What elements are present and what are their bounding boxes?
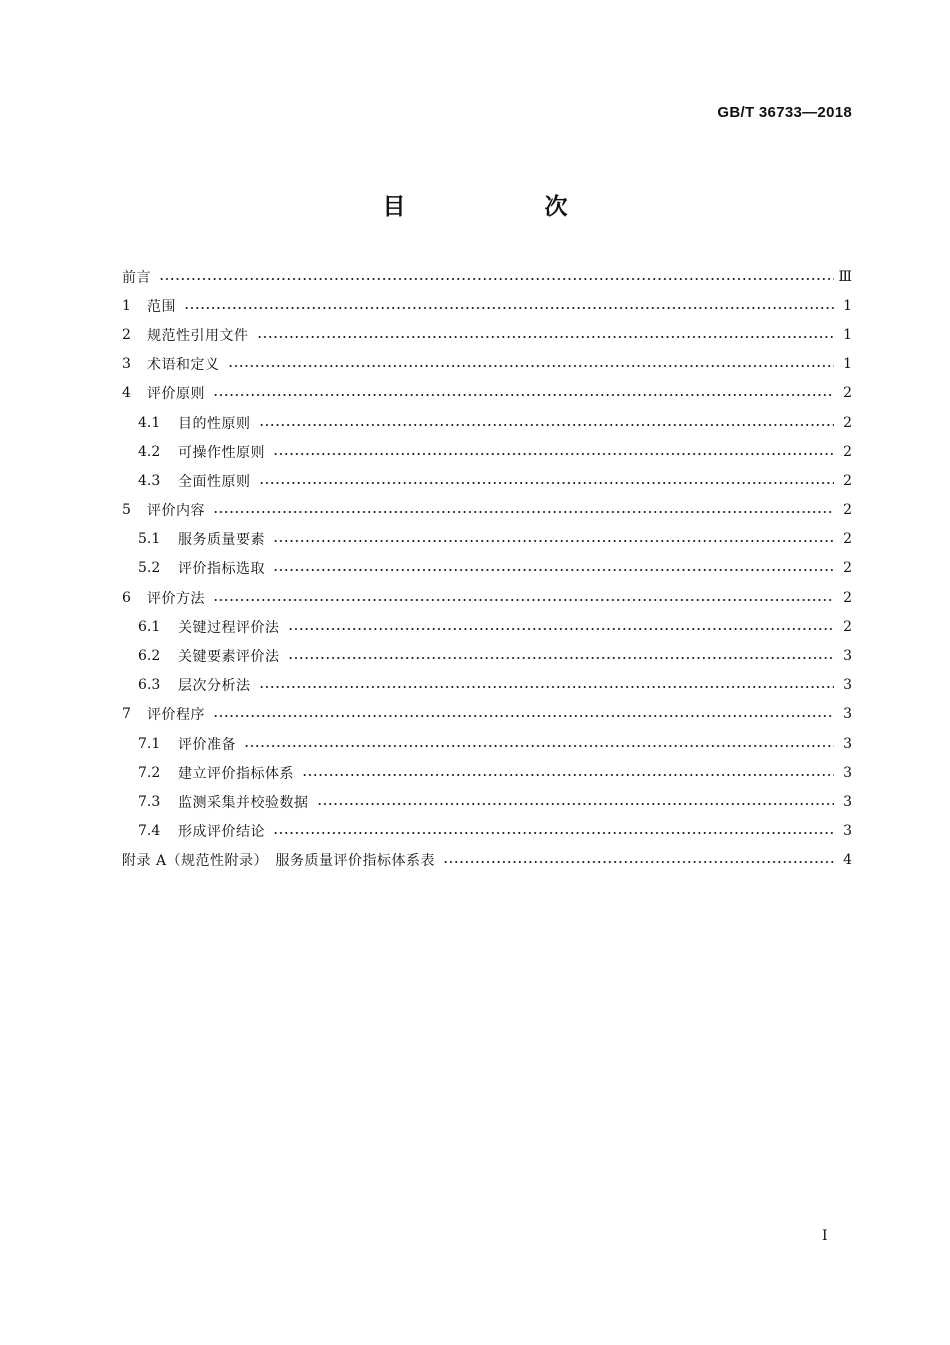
toc-entry-number: 5 (122, 502, 131, 519)
toc-entry-label: 评价程序 (147, 707, 205, 724)
toc-entry-page: 2 (843, 472, 852, 489)
toc-entry-label: 附录 A（规范性附录） 服务质量评价指标体系表 (122, 853, 436, 870)
toc-entry-label: 关键要素评价法 (178, 649, 280, 666)
toc-entry-number: 2 (122, 326, 131, 343)
toc-entry-number: 6 (122, 589, 131, 606)
toc-entry-label: 评价方法 (147, 590, 205, 607)
toc-entry-label: 监测采集并校验数据 (178, 794, 309, 811)
toc-entry[interactable] (122, 350, 852, 379)
toc-entry-page: 2 (843, 414, 852, 431)
toc-entry[interactable] (122, 846, 852, 875)
dot-leader (273, 832, 834, 834)
table-of-contents (122, 262, 852, 875)
toc-entry-number: 3 (122, 356, 131, 373)
toc-entry-label: 形成评价结论 (178, 824, 265, 841)
toc-entry-number: 4.2 (138, 443, 161, 460)
toc-entry-number: 1 (122, 297, 131, 314)
dot-leader (244, 745, 834, 747)
toc-entry-page: 4 (843, 852, 852, 869)
toc-entry-number: 7.4 (138, 823, 161, 840)
toc-entry-page: 3 (843, 735, 852, 752)
toc-entry-label: 术语和定义 (147, 357, 220, 374)
dot-leader (228, 365, 835, 367)
toc-entry[interactable] (122, 320, 852, 349)
toc-entry-number: 7.3 (138, 793, 161, 810)
dot-leader (273, 453, 834, 455)
toc-entry-page: 3 (843, 793, 852, 810)
toc-entry[interactable] (122, 758, 852, 787)
toc-entry[interactable] (122, 700, 852, 729)
toc-entry-page: 2 (843, 385, 852, 402)
toc-entry-label: 评价原则 (147, 386, 205, 403)
toc-entry-label: 可操作性原则 (178, 444, 265, 461)
dot-leader (288, 657, 835, 659)
toc-entry-page: 2 (843, 618, 852, 635)
toc-entry[interactable] (122, 583, 852, 612)
dot-leader (259, 686, 835, 688)
toc-entry-number: 4 (122, 385, 131, 402)
toc-entry-page: 2 (843, 531, 852, 548)
dot-leader (288, 628, 835, 630)
dot-leader (257, 336, 835, 338)
toc-entry[interactable] (122, 437, 852, 466)
toc-entry-number: 6.2 (138, 648, 161, 665)
dot-leader (213, 511, 834, 513)
dot-leader (273, 569, 834, 571)
toc-entry[interactable] (122, 671, 852, 700)
toc-entry[interactable] (122, 291, 852, 320)
dot-leader (443, 861, 834, 863)
toc-entry-label: 规范性引用文件 (147, 327, 249, 344)
toc-entry-number: 5.2 (138, 560, 161, 577)
dot-leader (259, 424, 835, 426)
toc-entry-number: 6.3 (138, 677, 161, 694)
toc-entry-page: 2 (843, 443, 852, 460)
toc-entry-page: Ⅲ (838, 268, 852, 285)
toc-entry-page: 3 (843, 764, 852, 781)
dot-leader (213, 715, 834, 717)
toc-entry-label: 关键过程评价法 (178, 619, 280, 636)
toc-entry-label: 前言 (122, 269, 151, 286)
toc-entry-page: 2 (843, 560, 852, 577)
toc-title: 目 次 (382, 194, 626, 220)
standard-code: GB/T 36733—2018 (717, 104, 852, 121)
toc-entry[interactable] (122, 379, 852, 408)
toc-entry[interactable] (122, 466, 852, 495)
toc-entry[interactable] (122, 817, 852, 846)
toc-entry-page: 3 (843, 706, 852, 723)
toc-entry-label: 层次分析法 (178, 678, 251, 695)
toc-entry-label: 目的性原则 (178, 415, 251, 432)
toc-entry-label: 服务质量要素 (178, 532, 265, 549)
toc-entry[interactable] (122, 408, 852, 437)
toc-entry-number: 7.1 (138, 735, 161, 752)
toc-entry-page: 2 (843, 502, 852, 519)
toc-entry[interactable] (122, 787, 852, 816)
toc-entry[interactable] (122, 554, 852, 583)
toc-entry-label: 评价准备 (178, 736, 236, 753)
toc-entry[interactable] (122, 641, 852, 670)
toc-entry-label: 评价内容 (147, 503, 205, 520)
page-number: I (822, 1228, 828, 1244)
dot-leader (273, 540, 834, 542)
toc-entry-label: 建立评价指标体系 (178, 765, 294, 782)
toc-entry-page: 1 (843, 326, 852, 343)
toc-entry-page: 1 (843, 356, 852, 373)
toc-entry[interactable] (122, 262, 852, 291)
dot-leader (259, 482, 835, 484)
dot-leader (184, 307, 834, 309)
toc-entry-number: 4.1 (138, 414, 161, 431)
toc-entry-label: 全面性原则 (178, 473, 251, 490)
toc-entry-label: 评价指标选取 (178, 561, 265, 578)
toc-entry[interactable] (122, 612, 852, 641)
toc-entry-number: 5.1 (138, 531, 161, 548)
toc-entry-number: 6.1 (138, 618, 161, 635)
toc-entry-page: 3 (843, 648, 852, 665)
dot-leader (213, 394, 834, 396)
toc-entry-number: 7.2 (138, 764, 161, 781)
toc-entry-page: 2 (843, 589, 852, 606)
dot-leader (302, 774, 834, 776)
toc-entry-page: 3 (843, 823, 852, 840)
toc-entry-number: 7 (122, 706, 131, 723)
dot-leader (213, 599, 834, 601)
toc-entry[interactable] (122, 496, 852, 525)
toc-entry[interactable] (122, 729, 852, 758)
dot-leader (317, 803, 835, 805)
toc-entry[interactable] (122, 525, 852, 554)
toc-entry-number: 4.3 (138, 472, 161, 489)
toc-entry-page: 3 (843, 677, 852, 694)
toc-entry-label: 范围 (147, 298, 176, 315)
dot-leader (159, 278, 834, 280)
toc-entry-page: 1 (843, 297, 852, 314)
